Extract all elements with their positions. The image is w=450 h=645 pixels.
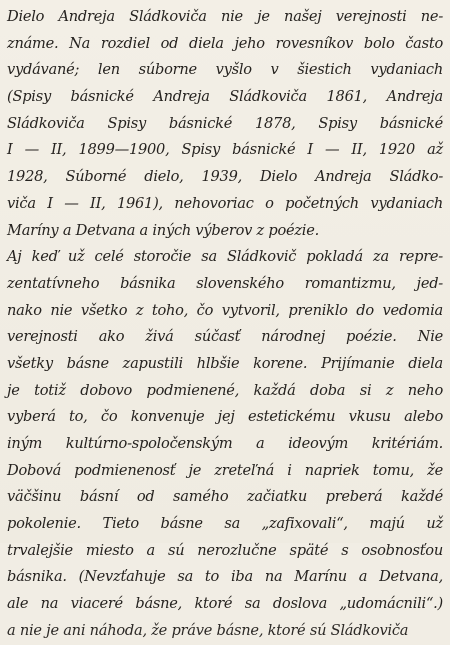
text-line: viča I — II, 1961), nehovoriac o početných vydaniach bbox=[7, 194, 443, 212]
text-line: zentatívneho básnika slovenského romantizmu, jed- bbox=[7, 274, 443, 292]
text-line: je totiž dobovo podmienené, každá doba si z neho bbox=[7, 381, 443, 399]
text-line: Dielo Andreja Sládkoviča nie je našej verejnosti ne- bbox=[7, 8, 443, 25]
text-line: nako nie všetko z toho, čo vytvoril, preniklo do vedomia bbox=[7, 301, 443, 319]
text-line: všetky básne zapustili hlbšie korene. Prijímanie diela bbox=[7, 354, 443, 372]
text-line: verejnosti ako živá súčasť národnej poézie. Nie bbox=[7, 328, 443, 346]
text-line: pokolenie. Tieto básne sa „zafixovali“, majú už bbox=[7, 515, 443, 533]
text-line: Aj keď už celé storočie sa Sládkovič pokladá za repre- bbox=[7, 248, 443, 266]
text-line: vydávané; len súborne vyšlo v šiestich vydaniach bbox=[7, 61, 443, 79]
text-line: Dobová podmienenosť je zreteľná i napriek tomu, že bbox=[7, 461, 443, 479]
text-line: a nie je ani náhoda, že práve básne, ktoré sú Sládkoviča bbox=[7, 621, 409, 639]
text-line: básnika. (Nevzťahuje sa to iba na Marínu a Detvana, bbox=[7, 568, 443, 586]
text-line: väčšinu básní od samého začiatku preberá každé bbox=[7, 488, 443, 506]
text-line: (Spisy básnické Andreja Sládkoviča 1861, Andreja bbox=[7, 88, 443, 106]
text-line: 1928, Súborné dielo, 1939, Dielo Andreja Sládko- bbox=[7, 168, 443, 186]
text-line: ale na viaceré básne, ktoré sa doslova „udomácnili“.) bbox=[7, 595, 443, 613]
text-line: vyberá to, čo konvenuje jej estetickému vkusu alebo bbox=[7, 408, 443, 426]
text-line: Maríny a Detvana a iných výberov z poézie. bbox=[7, 221, 319, 239]
text-line: I — II, 1899—1900, Spisy básnické I — II, 1920 až bbox=[7, 141, 443, 159]
text-line: Sládkoviča Spisy básnické 1878, Spisy básnické bbox=[7, 114, 443, 132]
paragraph-text bbox=[7, 4, 443, 639]
text-line: známe. Na rozdiel od diela jeho rovesníkov bolo často bbox=[7, 34, 443, 52]
text-line: trvalejšie miesto a sú nerozlučne späté s osobnosťou bbox=[7, 541, 443, 559]
text-line: iným kultúrno-spoločenským a ideovým kritériám. bbox=[7, 435, 443, 452]
